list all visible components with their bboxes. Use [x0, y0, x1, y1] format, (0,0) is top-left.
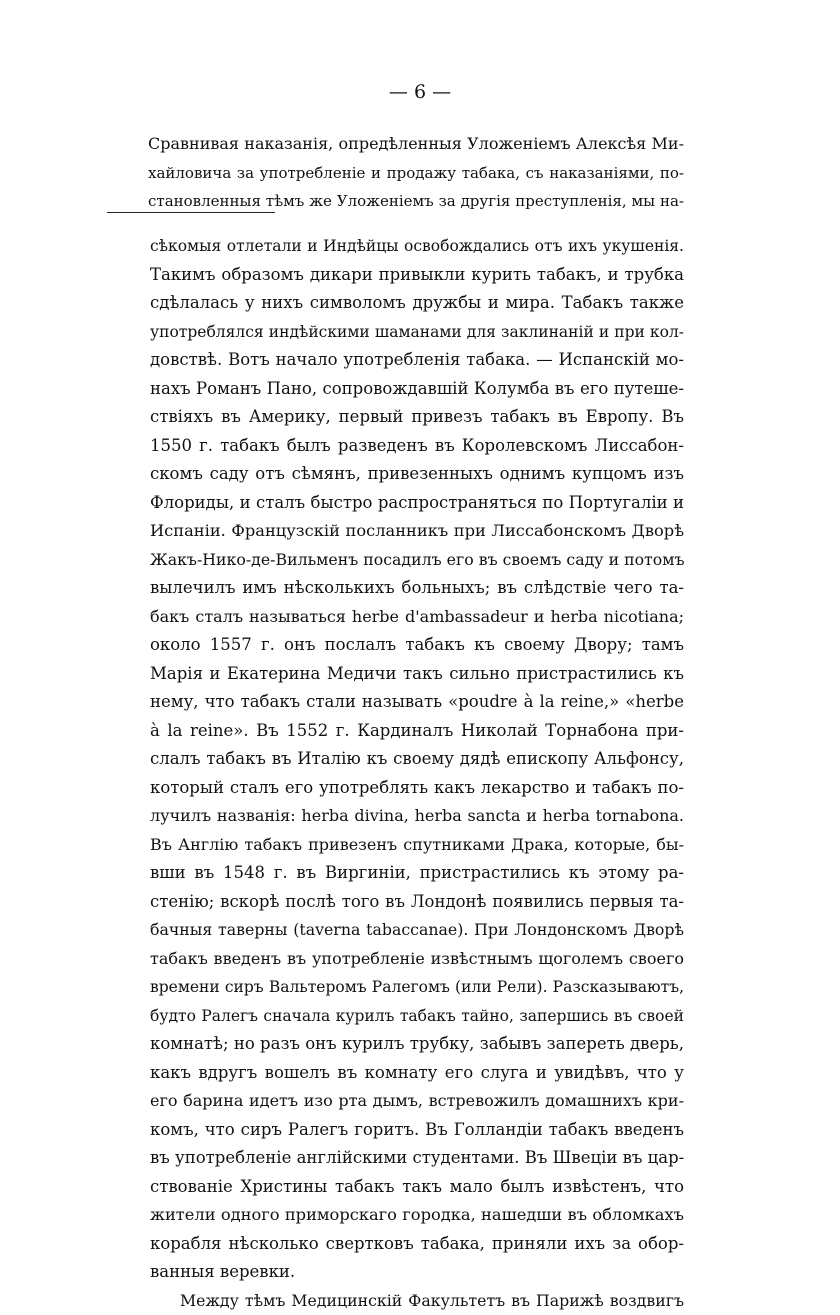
footnote-line: комнатѣ; но разъ онъ курилъ трубку, забывъ запереть дверь,	[150, 1030, 684, 1059]
footnote-paragraph-2	[150, 1287, 684, 1315]
footnote-line: въ употребленіе англійскими студентами. Въ Швеціи въ цар-	[150, 1144, 684, 1173]
footnote-line: табакъ введенъ въ употребленіе извѣстнымъ щоголемъ своего	[150, 945, 684, 974]
main-text	[148, 130, 684, 216]
footnote-line: довствѣ. Вотъ начало употребленія табака. — Испанскій мо-	[150, 346, 684, 375]
footnote-line: ствованіе Христины табакъ такъ мало былъ извѣстенъ, что	[150, 1173, 684, 1202]
footnote-line: его барина идетъ изо рта дымъ, встревожилъ домашнихъ кри-	[150, 1087, 684, 1116]
footnote-line: лучилъ названія: herba divina, herba sancta и herba tornabona.	[150, 802, 684, 831]
text-line: хайловича за употребленіе и продажу табака, съ наказаніями, по-	[148, 159, 684, 188]
footnote-divider	[107, 212, 275, 213]
footnote-line: нахъ Романъ Пано, сопровождавшій Колумба въ его путеше-	[150, 375, 684, 404]
footnote-line: корабля нѣсколько свертковъ табака, приняли ихъ за обор-	[150, 1230, 684, 1259]
page-number: — 6 —	[0, 80, 840, 104]
footnote-line: сѣкомыя отлетали и Индѣйцы освобождались отъ ихъ укушенія.	[150, 232, 684, 261]
footnote-line: Испаніи. Французскій посланникъ при Лиссабонскомъ Дворѣ	[150, 517, 684, 546]
footnote-line: жители одного приморскаго городка, нашедши въ обломкахъ	[150, 1201, 684, 1230]
footnote-line: комъ, что сиръ Ралегъ горитъ. Въ Голландіи табакъ введенъ	[150, 1116, 684, 1145]
footnote-line: Жакъ-Нико-де-Вильменъ посадилъ его въ своемъ саду и потомъ	[150, 546, 684, 575]
footnote-line: вылечилъ имъ нѣсколькихъ больныхъ; въ слѣдствіе чего та-	[150, 574, 684, 603]
footnote-line: Марія и Екатерина Медичи такъ сильно пристрастились къ	[150, 660, 684, 689]
footnote-line: ванныя веревки.	[150, 1258, 684, 1287]
footnote-line: бачныя таверны (taverna tabaccanae). При Лондонскомъ Дворѣ	[150, 916, 684, 945]
footnote-line: который сталъ его употреблять какъ лекарство и табакъ по-	[150, 774, 684, 803]
footnote-line: 1550 г. табакъ былъ разведенъ въ Королевскомъ Лиссабон-	[150, 432, 684, 461]
footnote-line: около 1557 г. онъ послалъ табакъ къ своему Двору; тамъ	[150, 631, 684, 660]
footnote-line: ствіяхъ въ Америку, первый привезъ табакъ въ Европу. Въ	[150, 403, 684, 432]
footnote-line: Такимъ образомъ дикари привыкли курить табакъ, и трубка	[150, 261, 684, 290]
footnote-line: à la reine». Въ 1552 г. Кардиналъ Николай Торнабона при-	[150, 717, 684, 746]
text-line: становленныя тѣмъ же Уложеніемъ за другія преступленія, мы на-	[148, 187, 684, 216]
footnote-line: нему, что табакъ стали называть «poudre à la reine,» «herbe	[150, 688, 684, 717]
footnote-line: вши въ 1548 г. въ Виргиніи, пристрастились къ этому ра-	[150, 859, 684, 888]
footnote-line: какъ вдругъ вошелъ въ комнату его слуга и увидѣвъ, что у	[150, 1059, 684, 1088]
footnote-line: употреблялся индѣйскими шаманами для заклинаній и при кол-	[150, 318, 684, 347]
footnote-line: Между тѣмъ Медицинскій Факультетъ въ Парижѣ воздвигъ	[150, 1287, 684, 1315]
footnote-line: слалъ табакъ въ Италію къ своему дядѣ епископу Альфонсу,	[150, 745, 684, 774]
text-line: Сравнивая наказанія, опредѣленныя Уложеніемъ Алексѣя Ми-	[148, 130, 684, 159]
footnote-line: скомъ саду отъ сѣмянъ, привезенныхъ однимъ купцомъ изъ	[150, 460, 684, 489]
footnote-paragraph-1	[150, 232, 684, 1287]
footnote-line: Флориды, и сталъ быстро распространяться по Португаліи и	[150, 489, 684, 518]
footnote-line: сдѣлалась у нихъ символомъ дружбы и мира. Табакъ также	[150, 289, 684, 318]
footnote-line: бакъ сталъ называться herbe d'ambassadeur и herba nicotiana;	[150, 603, 684, 632]
footnote-line: времени сиръ Вальтеромъ Ралегомъ (или Рели). Разсказываютъ,	[150, 973, 684, 1002]
footnote-line: Въ Англію табакъ привезенъ спутниками Драка, которые, бы-	[150, 831, 684, 860]
footnote-line: стенію; вскорѣ послѣ того въ Лондонѣ появились первыя та-	[150, 888, 684, 917]
footnote-line: будто Ралегъ сначала курилъ табакъ тайно, запершись въ своей	[150, 1002, 684, 1031]
footnote	[150, 232, 684, 1315]
